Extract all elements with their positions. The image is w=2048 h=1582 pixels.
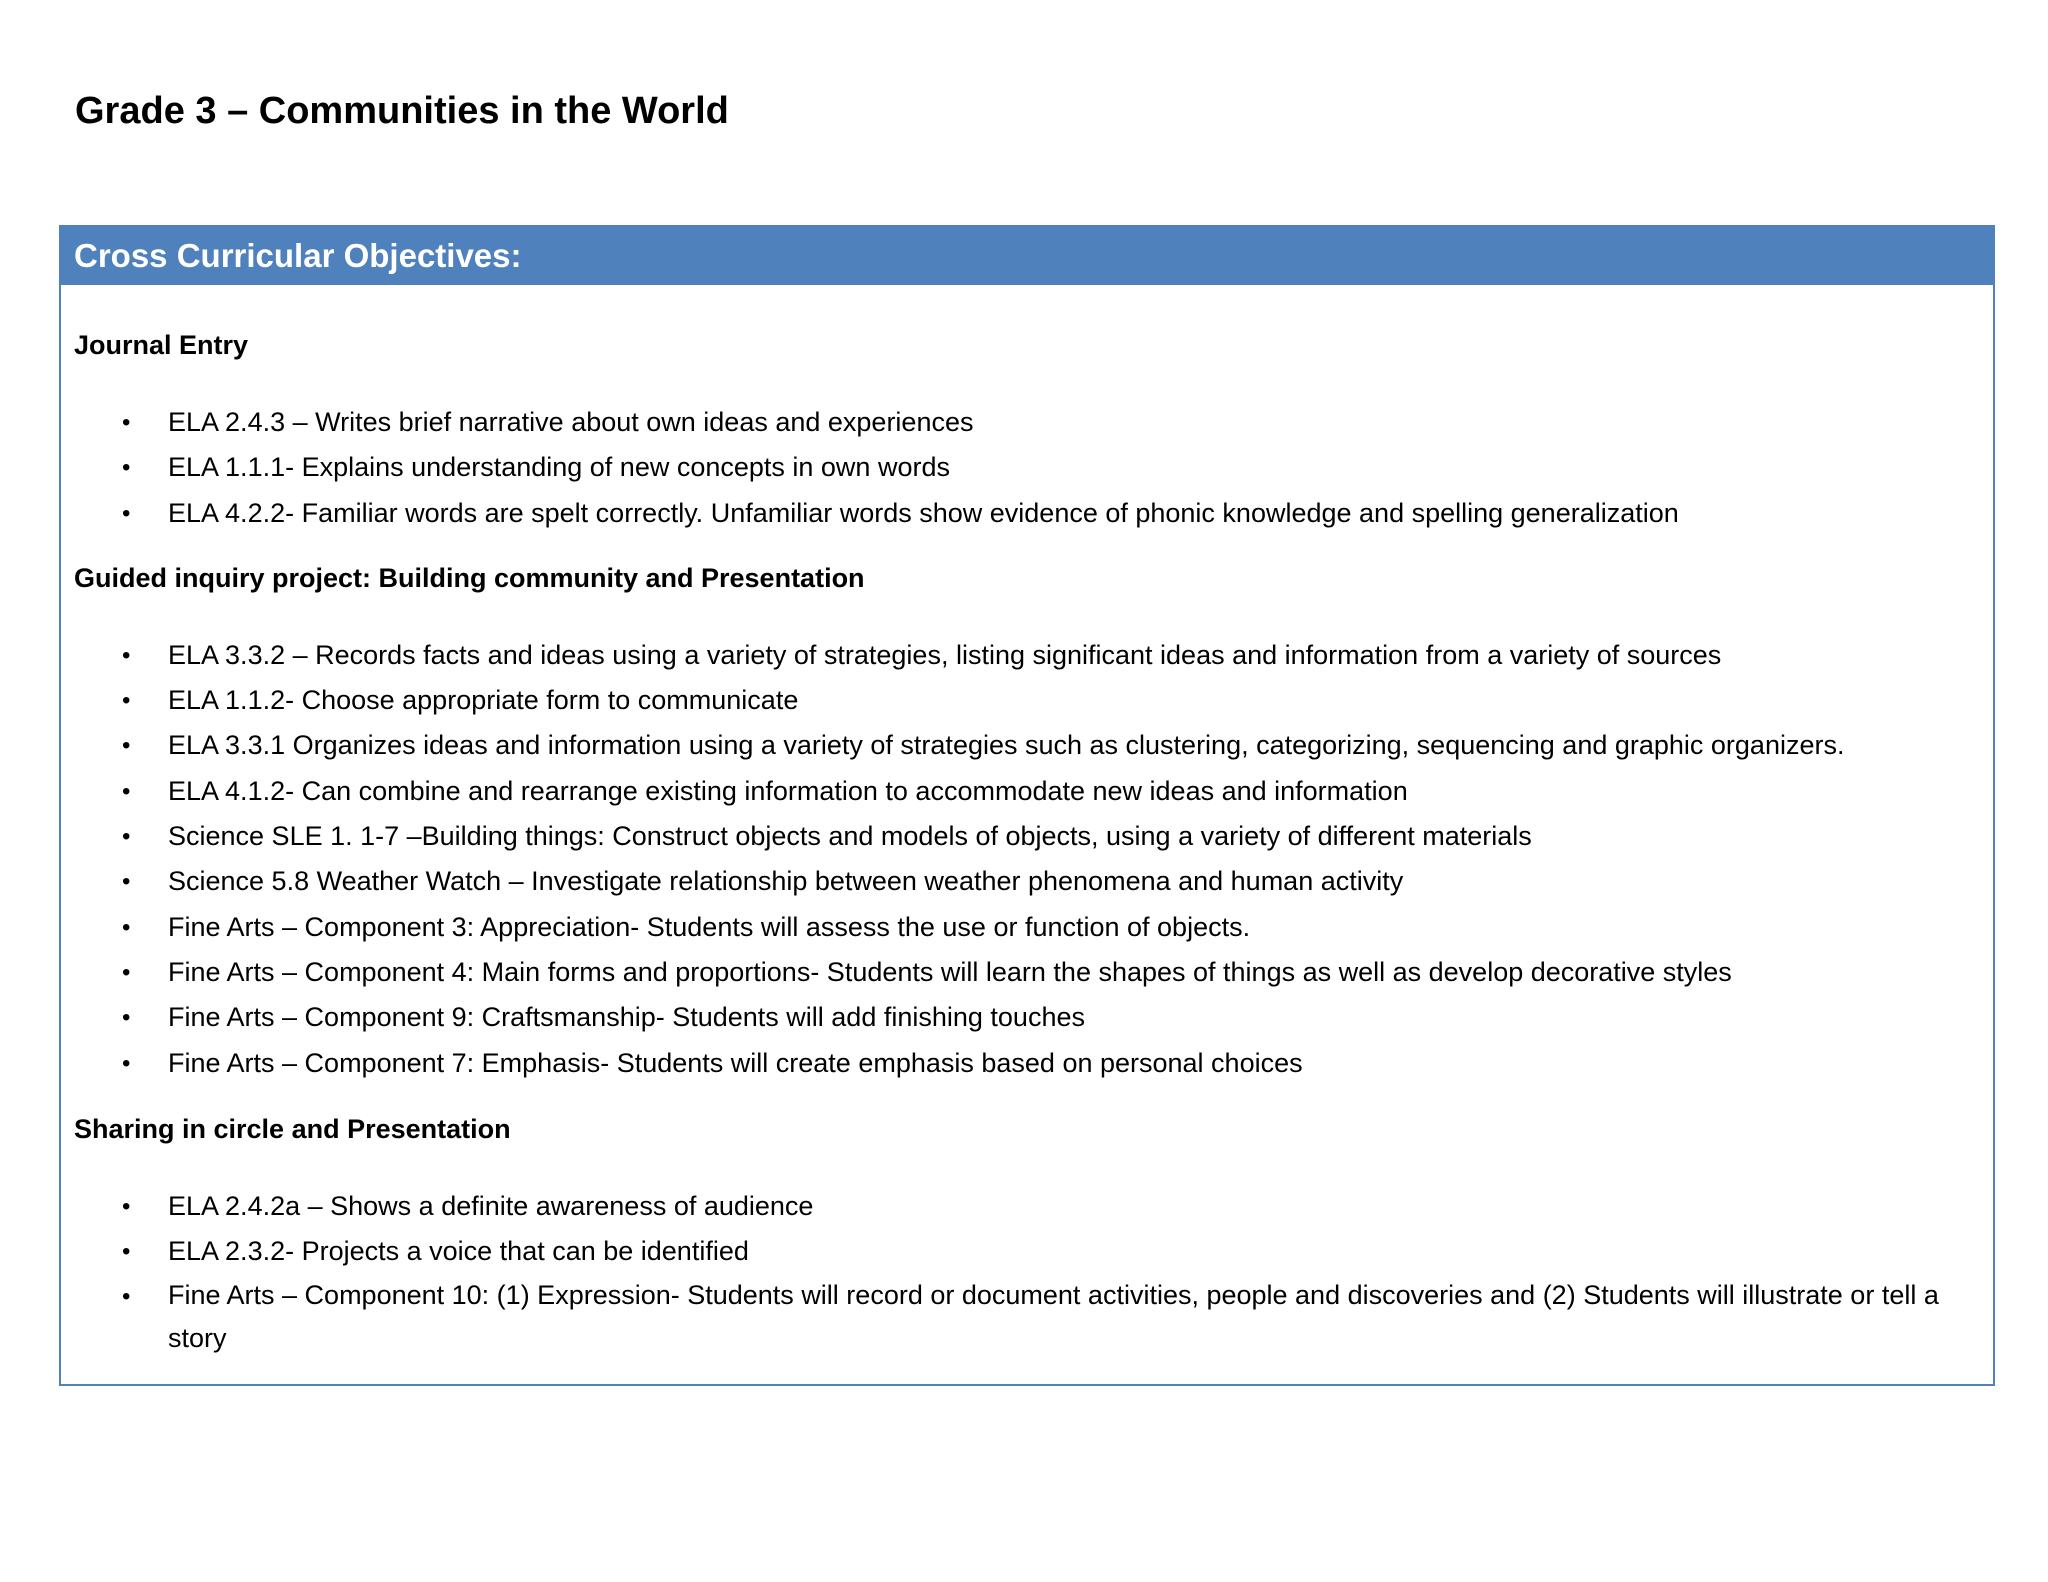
list-item-text: ELA 1.1.1- Explains understanding of new concepts in own words xyxy=(168,452,950,483)
panel-body xyxy=(61,328,1993,1360)
bullet-icon: • xyxy=(122,777,131,805)
sharing-circle-list xyxy=(74,1184,1980,1361)
list-item-text: Science 5.8 Weather Watch – Investigate relationship between weather phenomena and human activity xyxy=(168,866,1404,897)
list-item xyxy=(74,905,1980,950)
list-item-text: Fine Arts – Component 7: Emphasis- Students will create emphasis based on personal choices xyxy=(168,1047,1303,1078)
document-title: Grade 3 – Communities in the World xyxy=(75,90,729,132)
panel-header: Cross Curricular Objectives: xyxy=(61,227,1993,285)
bullet-icon: • xyxy=(122,732,131,760)
list-item xyxy=(74,445,1980,490)
list-item xyxy=(74,1041,1980,1086)
list-item xyxy=(74,950,1980,995)
bullet-icon: • xyxy=(122,409,131,436)
bullet-icon: • xyxy=(122,868,131,896)
list-item xyxy=(74,723,1980,768)
list-item-text: Fine Arts – Component 9: Craftsmanship- Students will add finishing touches xyxy=(168,1002,1085,1033)
section-heading-sharing-circle: Sharing in circle and Presentation xyxy=(74,1113,511,1144)
list-item-text: Fine Arts – Component 10: (1) Expression- Students will record or document activities, people and discoveries and (2) Students will illustrate or tell a story xyxy=(168,1280,1939,1354)
section-heading-guided-inquiry: Guided inquiry project: Building community and Presentation xyxy=(74,562,865,593)
list-item xyxy=(74,1184,1980,1229)
list-item xyxy=(74,491,1980,536)
list-item-text: ELA 4.2.2- Familiar words are spelt correctly. Unfamiliar words show evidence of phonic knowledge and spelling generalization xyxy=(168,497,1679,528)
list-item-text: ELA 1.1.2- Choose appropriate form to communicate xyxy=(168,685,799,716)
bullet-icon: • xyxy=(122,687,131,715)
bullet-icon: • xyxy=(122,1004,131,1032)
bullet-icon: • xyxy=(122,1283,131,1311)
bullet-icon: • xyxy=(122,454,131,482)
list-item xyxy=(74,678,1980,723)
list-item xyxy=(74,633,1980,678)
bullet-icon: • xyxy=(122,1049,131,1077)
list-item-text: ELA 2.4.3 – Writes brief narrative about own ideas and experiences xyxy=(168,407,974,437)
bullet-icon: • xyxy=(122,958,131,986)
list-item-text: Science SLE 1. 1-7 –Building things: Construct objects and models of objects, using a variety of different materials xyxy=(168,821,1532,852)
section-heading-journal-entry: Journal Entry xyxy=(74,330,249,360)
cross-curricular-objectives-panel xyxy=(59,225,1995,1386)
list-item xyxy=(74,995,1980,1040)
list-item-text: ELA 2.4.2a – Shows a definite awareness of audience xyxy=(168,1190,814,1221)
list-item-text: Fine Arts – Component 4: Main forms and proportions- Students will learn the shapes of things as well as develop decorative styles xyxy=(168,956,1732,987)
guided-inquiry-list xyxy=(74,633,1980,1086)
list-item xyxy=(74,769,1980,814)
list-item-text: ELA 3.3.2 – Records facts and ideas using a variety of strategies, listing significant ideas and information from a variety of sources xyxy=(168,639,1722,670)
list-item xyxy=(74,859,1980,904)
bullet-icon: • xyxy=(122,641,131,669)
list-item xyxy=(74,400,1980,445)
list-item xyxy=(74,814,1980,859)
journal-entry-list xyxy=(74,400,1980,536)
bullet-icon: • xyxy=(122,913,131,941)
list-item-text: ELA 2.3.2- Projects a voice that can be identified xyxy=(168,1236,749,1267)
bullet-icon: • xyxy=(122,1238,131,1266)
list-item-text: ELA 3.3.1 Organizes ideas and information using a variety of strategies such as clustering, categorizing, sequencing and graphic organizers. xyxy=(168,730,1845,761)
bullet-icon: • xyxy=(122,1192,131,1220)
bullet-icon: • xyxy=(122,823,131,851)
list-item xyxy=(74,1274,1980,1360)
bullet-icon: • xyxy=(122,499,131,527)
list-item-text: Fine Arts – Component 3: Appreciation- Students will assess the use or function of objects. xyxy=(168,911,1251,942)
list-item xyxy=(74,1229,1980,1274)
list-item-text: ELA 4.1.2- Can combine and rearrange existing information to accommodate new ideas and information xyxy=(168,775,1408,806)
